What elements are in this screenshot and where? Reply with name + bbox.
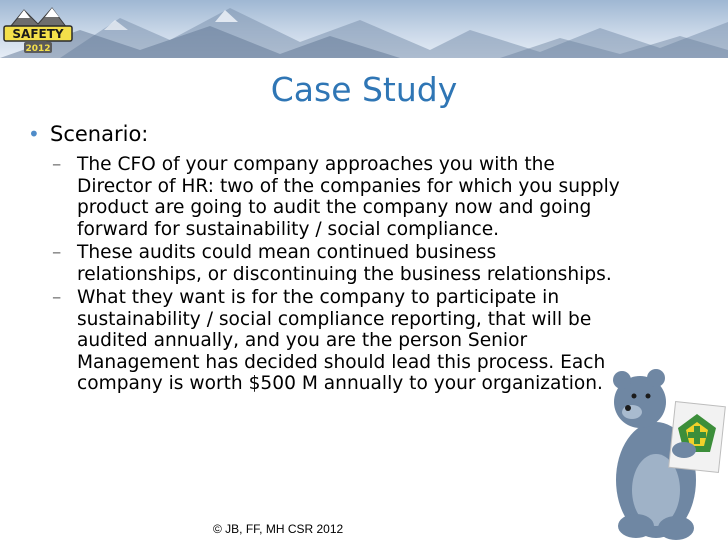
slide-title: Case Study xyxy=(270,70,458,109)
safety-logo xyxy=(2,6,74,56)
list-item-text: These audits could mean continued business relationships, or discontinuing the business relationships. xyxy=(77,242,612,285)
dash-icon: – xyxy=(52,242,62,263)
list-item-text: What they want is for the company to participate in sustainability / social compliance reporting, that will be audited annually, and you are the person Senior Management has decided should lead this process. Each company is worth $500 M annually to your organization. xyxy=(77,287,606,394)
slide-body xyxy=(26,120,626,395)
scenario-bullet xyxy=(26,120,626,148)
mountain-banner-image xyxy=(0,0,728,58)
dash-icon: – xyxy=(52,287,62,308)
scenario-heading: Scenario: xyxy=(50,122,149,146)
footer-copyright: © JB, FF, MH CSR 2012 xyxy=(213,522,344,536)
bullet-dot-icon: • xyxy=(28,122,40,146)
sub-bullet-list xyxy=(26,154,626,395)
list-item xyxy=(26,154,626,240)
header-banner xyxy=(0,0,728,58)
bear-mascot-image xyxy=(598,330,728,546)
list-item-text: The CFO of your company approaches you with the Director of HR: two of the companies for which you supply product are going to audit the company now and going forward for sustainability / social compliance. xyxy=(77,154,620,240)
logo-text: SAFETY xyxy=(12,27,64,41)
list-item xyxy=(26,287,626,395)
list-item xyxy=(26,242,626,285)
logo-year: 2012 xyxy=(25,44,51,54)
dash-icon: – xyxy=(52,154,62,175)
